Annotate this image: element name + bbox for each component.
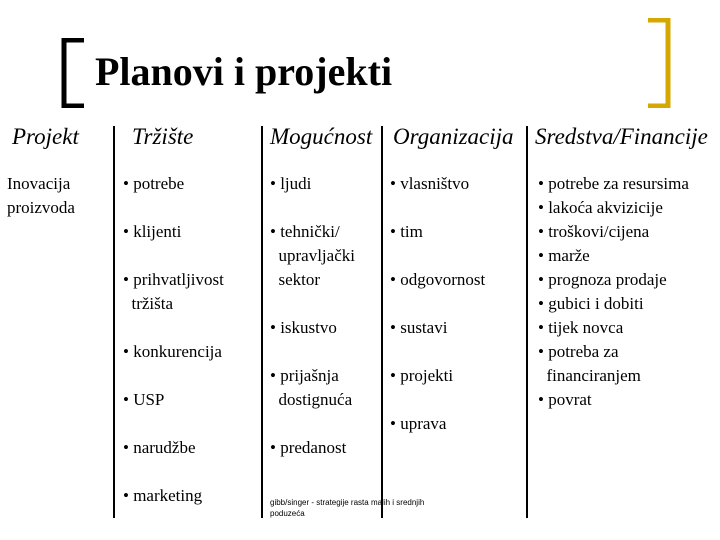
organizacija-item: • odgovornost (390, 270, 486, 289)
trziste-item: • USP (123, 390, 165, 409)
column-divider-3 (381, 126, 383, 518)
footnote: gibb/singer - strategije rasta malih i srednjih poduzeća (270, 498, 425, 518)
organizacija-item: • uprava (390, 414, 447, 433)
mogucnost-item: • tehnički/ upravljački sektor (270, 222, 355, 289)
left-bracket-icon (60, 38, 86, 108)
column-divider-2 (261, 126, 263, 518)
header-trziste: Tržište (132, 124, 194, 149)
trziste-item: • klijenti (123, 222, 182, 241)
trziste-item: • prihvatljivost tržišta (123, 270, 224, 313)
trziste-item: • marketing (123, 486, 203, 505)
organizacija-item: • sustavi (390, 318, 448, 337)
header-mogucnost: Mogućnost (270, 124, 373, 149)
column-divider-1 (113, 126, 115, 518)
mogucnost-item: • iskustvo (270, 318, 337, 337)
projekt-cell: Inovacija proizvoda (7, 174, 75, 217)
organizacija-item: • tim (390, 222, 423, 241)
header-sredstva: Sredstva/Financije (535, 124, 708, 149)
trziste-item: • konkurencija (123, 342, 222, 361)
trziste-item: • narudžbe (123, 438, 196, 457)
organizacija-item: • projekti (390, 366, 454, 385)
mogucnost-item: • predanost (270, 438, 347, 457)
sredstva-list: • potrebe za resursima • lakoća akvizicije • troškovi/cijena • marže • prognoza prodaje • gubici i dobiti • tijek novca • potreba za financiranjem • povrat (538, 174, 689, 409)
right-bracket-icon (646, 18, 672, 108)
header-projekt: Projekt (12, 124, 79, 149)
mogucnost-item: • prijašnja dostignuća (270, 366, 353, 409)
mogucnost-item: • ljudi (270, 174, 312, 193)
header-organizacija: Organizacija (393, 124, 514, 149)
page-title: Planovi i projekti (95, 49, 393, 94)
column-divider-4 (526, 126, 528, 518)
trziste-item: • potrebe (123, 174, 185, 193)
organizacija-item: • vlasništvo (390, 174, 470, 193)
